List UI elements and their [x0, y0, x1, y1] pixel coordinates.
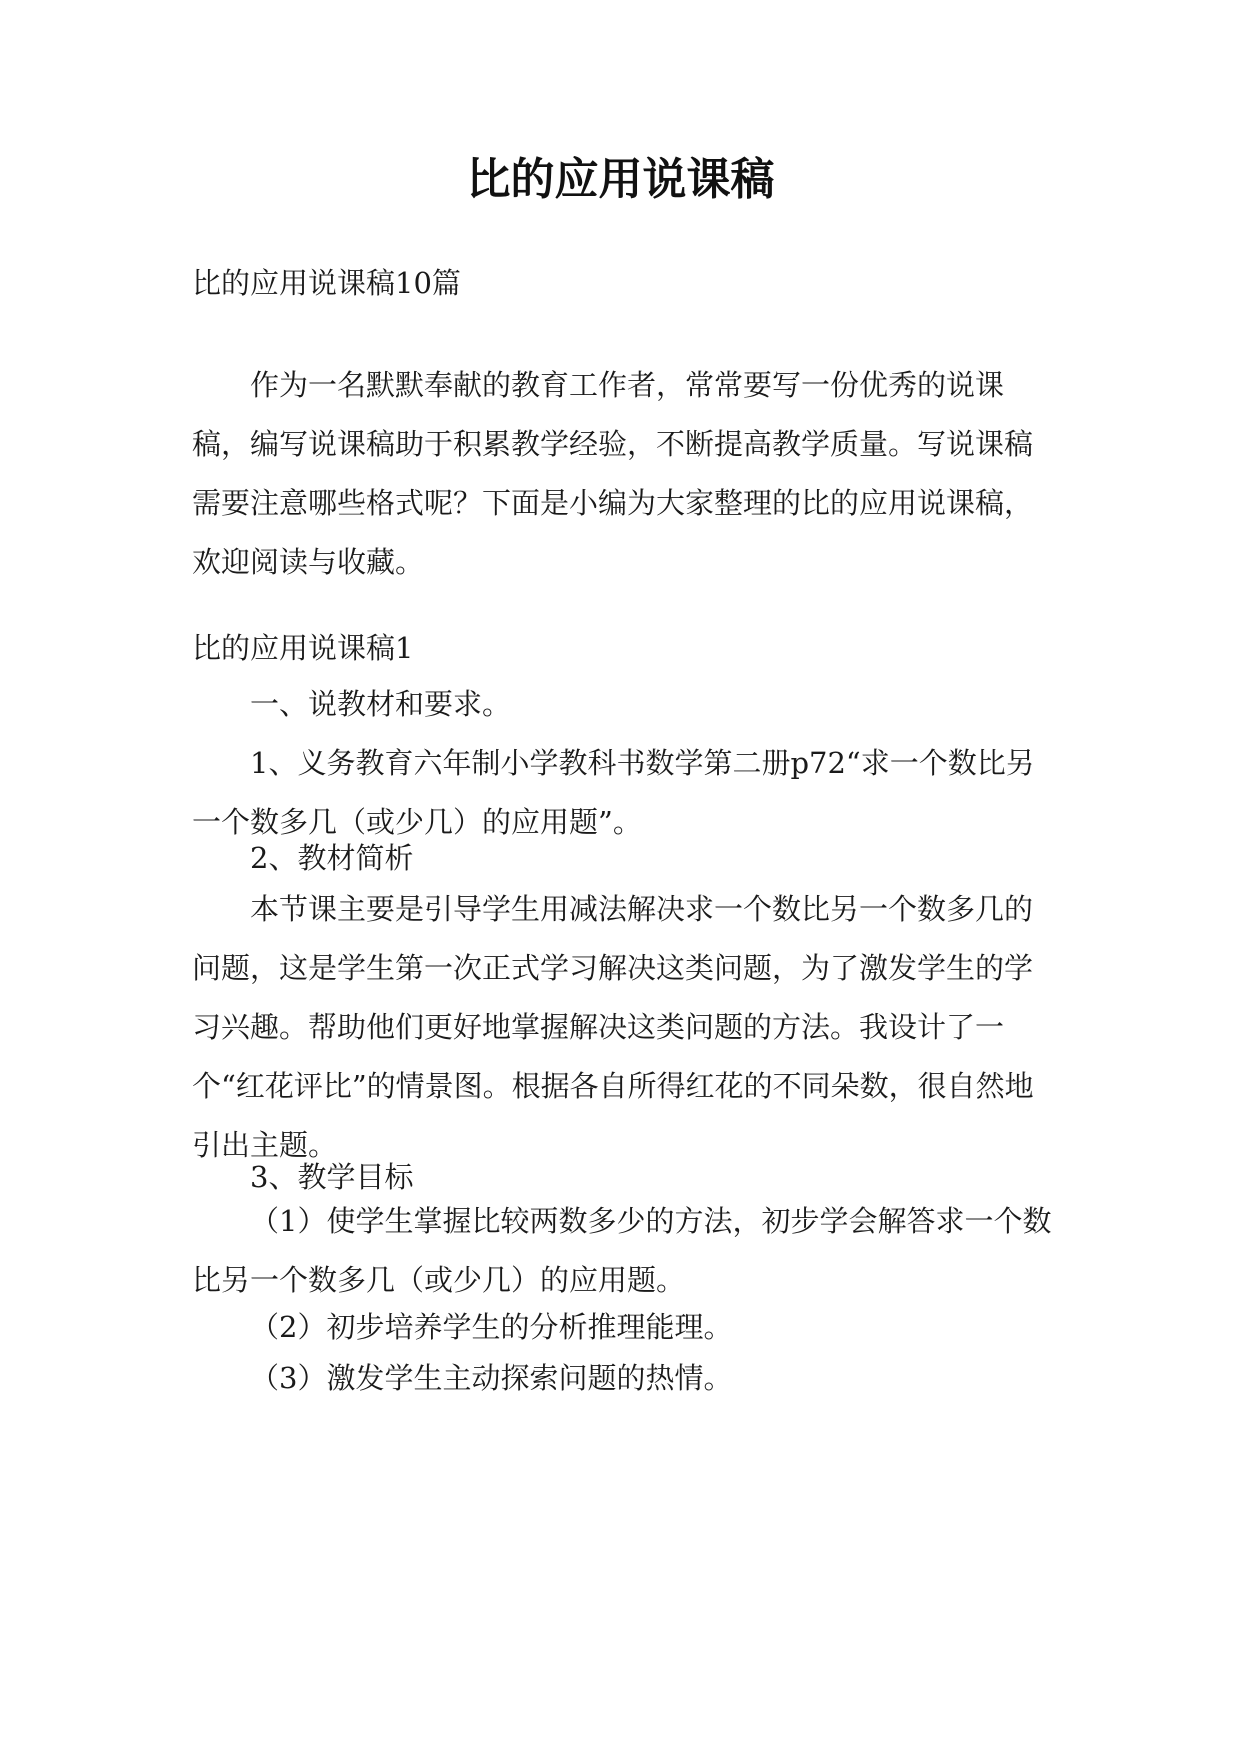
- paragraph-3: 2、教材简析: [250, 841, 414, 875]
- paragraph-2: 1、义务教育六年制小学教科书数学第二册p72“求一个数比另一个数多几（或少几）的应用题”。: [192, 746, 1035, 839]
- intro-paragraph: 作为一名默默奉献的教育工作者，常常要写一份优秀的说课稿，编写说课稿助于积累教学经验，不断提高教学质量。写说课稿需要注意哪些格式呢？下面是小编为大家整理的比的应用说课稿，欢迎阅读与收藏。: [192, 368, 1034, 579]
- section-title: 比的应用说课稿1: [192, 631, 414, 665]
- paragraph-1: 一、说教材和要求。: [250, 687, 512, 721]
- paragraph-4: 本节课主要是引导学生用减法解决求一个数比另一个数多几的问题，这是学生第一次正式学习解决这类问题，为了激发学生的学习兴趣。帮助他们更好地掌握解决这类问题的方法。我设计了一个“红花评比”的情景图。根据各自所得红花的不同朵数，很自然地引出主题。: [192, 892, 1034, 1162]
- paragraph-6: （1）使学生掌握比较两数多少的方法，初步学会解答求一个数比另一个数多几（或少几）的应用题。: [192, 1204, 1052, 1297]
- paragraph-5: 3、教学目标: [250, 1160, 414, 1194]
- paragraph-8: （3）激发学生主动探索问题的热情。: [250, 1361, 733, 1395]
- document-subtitle: 比的应用说课稿10篇: [192, 266, 461, 300]
- page-title: 比的应用说课稿: [466, 154, 775, 205]
- paragraph-7: （2）初步培养学生的分析推理能理。: [250, 1310, 733, 1344]
